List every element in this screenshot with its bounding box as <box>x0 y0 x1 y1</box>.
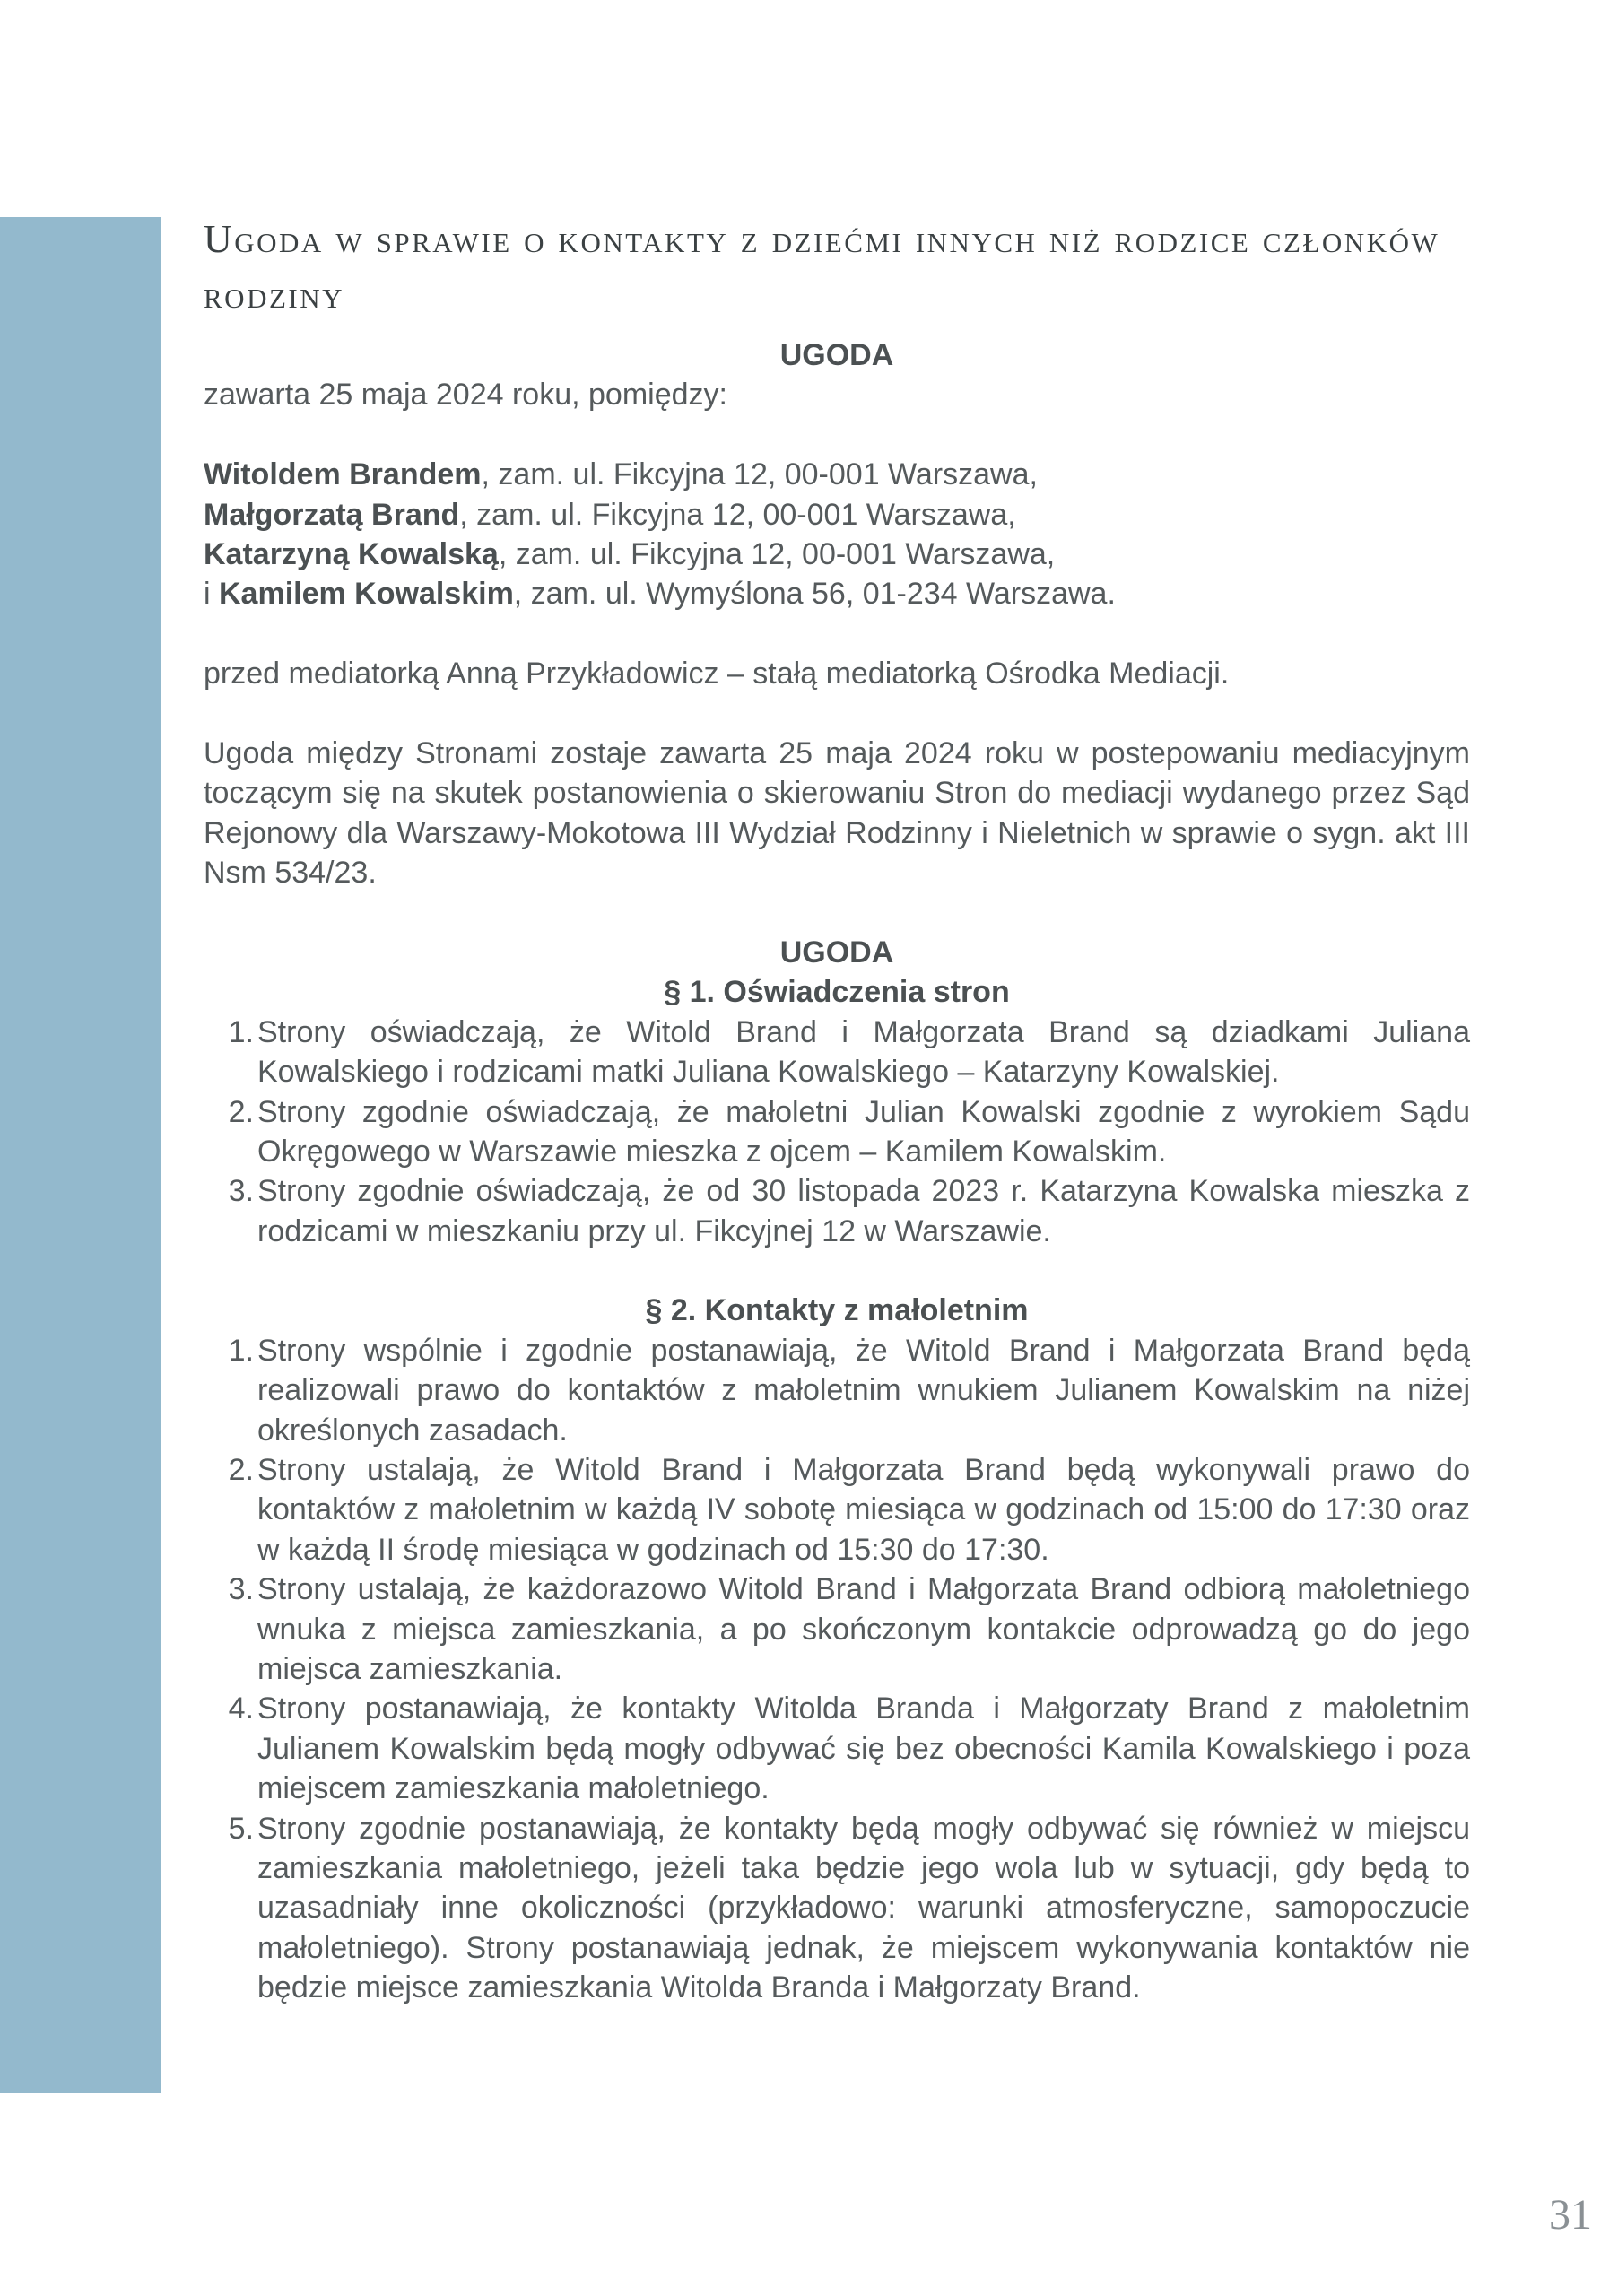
party-line: Katarzyną Kowalską, zam. ul. Fikcyjna 12, 00-001 Warszawa, <box>204 537 1056 572</box>
party-name: Małgorzatą Brand <box>204 497 460 532</box>
page-number: 31 <box>1549 2191 1592 2239</box>
mediator-line: przed mediatorką Anną Przykładowicz – stałą mediatorką Ośrodka Mediacji. <box>204 657 1230 691</box>
list-item: 2. Strony ustalają, że Witold Brand i Małgorzata Brand będą wykonywali prawo do kontaktów z małoletnim w każdą IV sobotę miesiąca w godzinach od 15:00 do 17:30 oraz w każdą II środę miesiąca w godzinach od 15:30 do 17:30. <box>228 1452 1470 1567</box>
party-line: i Kamilem Kowalskim, zam. ul. Wymyślona 56, 01-234 Warszawa. <box>204 577 1116 612</box>
spacer <box>204 694 1470 734</box>
list-item: 3. Strony zgodnie oświadczają, że od 30 listopada 2023 r. Katarzyna Kowalska mieszka z rodzicami w mieszkaniu przy ul. Fikcyjnej 12 w Warszawie. <box>228 1174 1470 1248</box>
document-body <box>204 212 1470 2008</box>
list-item: 3. Strony ustalają, że każdorazowo Witold Brand i Małgorzata Brand odbiorą małoletniego wnuka z miejsca zamieszkania, a po skończonym kontakcie odprowadzą go do jego miejsca zamieszkania. <box>228 1572 1470 1686</box>
party-line: Małgorzatą Brand, zam. ul. Fikcyjna 12, 00-001 Warszawa, <box>204 497 1016 532</box>
party-line: Witoldem Brandem, zam. ul. Fikcyjna 12, 00-001 Warszawa, <box>204 457 1038 492</box>
spacer <box>204 1251 1470 1291</box>
spacer <box>204 415 1470 455</box>
document-title: Ugoda w sprawie o kontakty z dziećmi innych niż rodzice członków rodziny <box>204 217 1440 317</box>
section-1-heading: § 1. Oświadczenia stron <box>664 975 1010 1010</box>
list-item: 1. Strony oświadczają, że Witold Brand i Małgorzata Brand są dziadkami Juliana Kowalskiego i rodzicami matki Juliana Kowalskiego – Katarzyny Kowalskiej. <box>228 1014 1470 1090</box>
section-2-heading: § 2. Kontakty z małoletnim <box>645 1293 1029 1328</box>
list-item: 5. Strony zgodnie postanawiają, że kontakty będą mogły odbywać się również w miejscu zamieszkania małoletniego, jeżeli taka będzie jego wola lub w sytuacji, gdy będą to uzasadniały inne okoliczności (przykładowo: warunki atmosferyczne, samopoczucie małoletniego). Strony postanawiają jednak, że miejscem wykonywania kontaktów nie będzie miejsce zamieszkania Witolda Branda i Małgorzaty Brand. <box>228 1811 1470 2005</box>
section-2-list <box>204 1331 1470 2008</box>
list-item: 2. Strony zgodnie oświadczają, że małoletni Julian Kowalski zgodnie z wyrokiem Sądu Okręgowego w Warszawie mieszka z ojcem – Kamilem Kowalskim. <box>228 1094 1470 1170</box>
section-1-list <box>204 1013 1470 1251</box>
spacer <box>204 614 1470 654</box>
agreement-heading-2: UGODA <box>779 935 894 970</box>
party-name: Katarzyną Kowalską <box>204 537 499 572</box>
decorative-side-bar <box>0 217 161 2093</box>
party-name: Kamilem Kowalskim <box>219 577 514 612</box>
agreement-heading: UGODA <box>779 338 894 372</box>
parties-list <box>204 455 1470 614</box>
preamble-paragraph: Ugoda między Stronami zostaje zawarta 25 maja 2024 roku w postepowaniu mediacyjnym toczącym się na skutek postanowienia o skierowaniu Stron do mediacji wydanego przez Sąd Rejonowy dla Warszawy-Mokotowa III Wydział Rodzinny i Nieletnich w sprawie o sygn. akt III Nsm 534/23. <box>204 736 1470 891</box>
agreement-intro: zawarta 25 maja 2024 roku, pomiędzy: <box>204 378 727 413</box>
spacer <box>204 893 1470 933</box>
party-name: Witoldem Brandem <box>204 457 482 492</box>
list-item: 1. Strony wspólnie i zgodnie postanawiają, że Witold Brand i Małgorzata Brand będą realizowali prawo do kontaktów z małoletnim wnukiem Julianem Kowalskim na niżej określonych zasadach. <box>228 1333 1470 1448</box>
list-item: 4. Strony postanawiają, że kontakty Witolda Branda i Małgorzaty Brand z małoletnim Julianem Kowalskim będą mogły odbywać się bez obecności Kamila Kowalskiego i poza miejscem zamieszkania małoletniego. <box>228 1692 1470 1806</box>
